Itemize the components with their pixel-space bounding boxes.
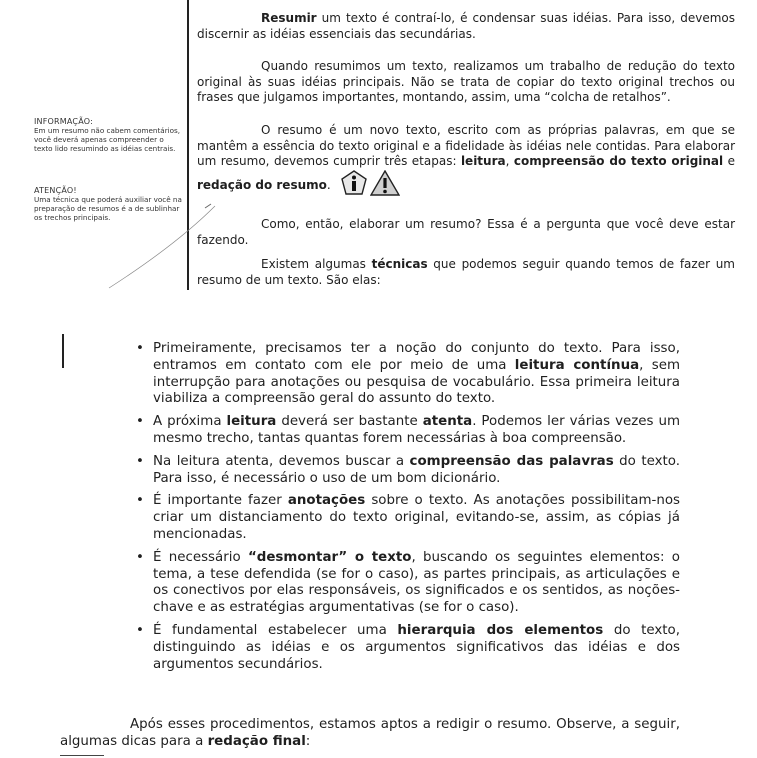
bold-term: anotações (287, 493, 366, 509)
paragraph-1 (197, 11, 735, 42)
paragraph-text: Como, então, elaborar um resumo? Essa é a pergunta que você deve estar fazendo. (197, 217, 735, 247)
info-note (34, 117, 182, 153)
warning-note-text: Uma técnica que poderá auxiliar você na preparação de resumos é a de sublinhar os trechos principais. (34, 195, 182, 222)
footer-rule (60, 755, 104, 756)
bold-term: redação final (207, 734, 306, 749)
list-text: do texto, distinguindo as idéias e os argumentos significativos das idéias e dos argumentos secundários. (153, 622, 680, 672)
paragraph-text: um texto é contraí-lo, é condensar suas idéias. Para isso, devemos discernir as idéias essenciais das secundárias. (197, 11, 735, 41)
warning-note (34, 186, 182, 222)
paragraph-text: Quando resumimos um texto, realizamos um trabalho de redução do texto original às suas idéias principais. Não se trata de copiar do texto original trechos ou frases que julgamos importantes, montando, assim, uma “colcha de retalhos”. (197, 59, 735, 104)
margin-mark (62, 334, 64, 368)
list-item (132, 414, 680, 448)
bold-term: compreensão do texto original (513, 154, 724, 168)
techniques-list (132, 341, 680, 679)
list-text: sobre o texto. As anotações possibilitam-nos criar um distanciamento do texto original, evitando-se, assim, as cópias já mencionadas. (153, 493, 680, 542)
bold-term: redação do resumo (197, 177, 327, 192)
paragraph-2 (197, 59, 735, 106)
bold-term: leitura contínua (514, 357, 640, 373)
list-item (132, 454, 680, 488)
bold-term: atenta (422, 414, 473, 430)
paragraph-text: Existem algumas (261, 257, 372, 271)
paragraph-text: : (305, 734, 311, 749)
list-item (132, 550, 680, 617)
list-text: deverá ser bastante (276, 414, 423, 430)
list-text: do texto. Para isso, é necessário o uso de um bom dicionário. (153, 453, 680, 486)
paragraph-3 (197, 123, 735, 200)
list-text: A próxima (153, 414, 227, 430)
paragraph-text: , (505, 154, 514, 168)
paragraph-text: . (326, 177, 331, 192)
list-item (132, 341, 680, 408)
list-text: . Podemos ler várias vezes um mesmo trecho, tantas quantas forem necessárias à boa compreensão. (153, 414, 680, 446)
paragraph-text: Após esses procedimentos, estamos aptos a redigir o resumo. Observe, a seguir, algumas dicas para a (60, 717, 680, 749)
warning-note-title: ATENÇÃO! (34, 186, 77, 195)
bold-term: leitura (460, 154, 506, 168)
paragraph-text: e (723, 154, 735, 168)
list-item (132, 493, 680, 543)
info-note-text: Em um resumo não cabem comentários, você deverá apenas compreender o texto lido resumindo as idéias centrais. (34, 126, 181, 153)
bold-term: Resumir (261, 11, 317, 25)
bold-term: compreensão das palavras (409, 453, 614, 469)
list-text: É fundamental estabelecer uma (153, 622, 398, 638)
paragraph-4 (197, 217, 735, 248)
paragraph-5 (197, 257, 735, 288)
bold-term: técnicas (371, 257, 428, 271)
list-text: , buscando os seguintes elementos: o tema, a tese defendida (se for o caso), as partes principais, as articulações e os conectivos por elas responsáveis, os significados e os sentidos, as noções-chave e as estratégias argumentativas (se for o caso). (153, 549, 680, 616)
info-note-title: INFORMAÇÃO: (34, 117, 94, 126)
bullet: • (136, 341, 144, 356)
bullet: • (136, 493, 144, 509)
list-item (132, 623, 680, 673)
list-text: É importante fazer (153, 493, 288, 509)
note-icons (341, 170, 401, 201)
warning-icon (370, 170, 400, 196)
bold-term: leitura (226, 414, 277, 430)
bold-term: “desmontar” o texto (247, 549, 412, 565)
list-text: , sem interrupção para anotações ou pesquisa de vocabulário. Essa primeira leitura viabiliza a compreensão geral do assunto do texto. (153, 357, 680, 407)
paragraph-text: que podemos seguir quando temos de fazer um resumo de um texto. São elas: (197, 257, 735, 287)
bullet: • (136, 414, 144, 430)
paragraph-text: O resumo é um novo texto, escrito com as próprias palavras, em que se mantêm a essência do texto original e a fidelidade às idéias nele contidas. Para elaborar um resumo, devemos cumprir três etapas: (197, 123, 735, 168)
list-text: É necessário (153, 549, 248, 565)
closing-paragraph (60, 716, 680, 750)
info-icon (341, 170, 367, 196)
bullet: • (136, 622, 144, 638)
bullet: • (136, 453, 144, 469)
list-text: Primeiramente, precisamos ter a noção do conjunto do texto. Para isso, entramos em contato com ele por meio de uma (153, 341, 680, 373)
bullet: • (136, 549, 144, 565)
list-text: Na leitura atenta, devemos buscar a (153, 453, 410, 469)
bold-term: hierarquia dos elementos (397, 622, 604, 638)
